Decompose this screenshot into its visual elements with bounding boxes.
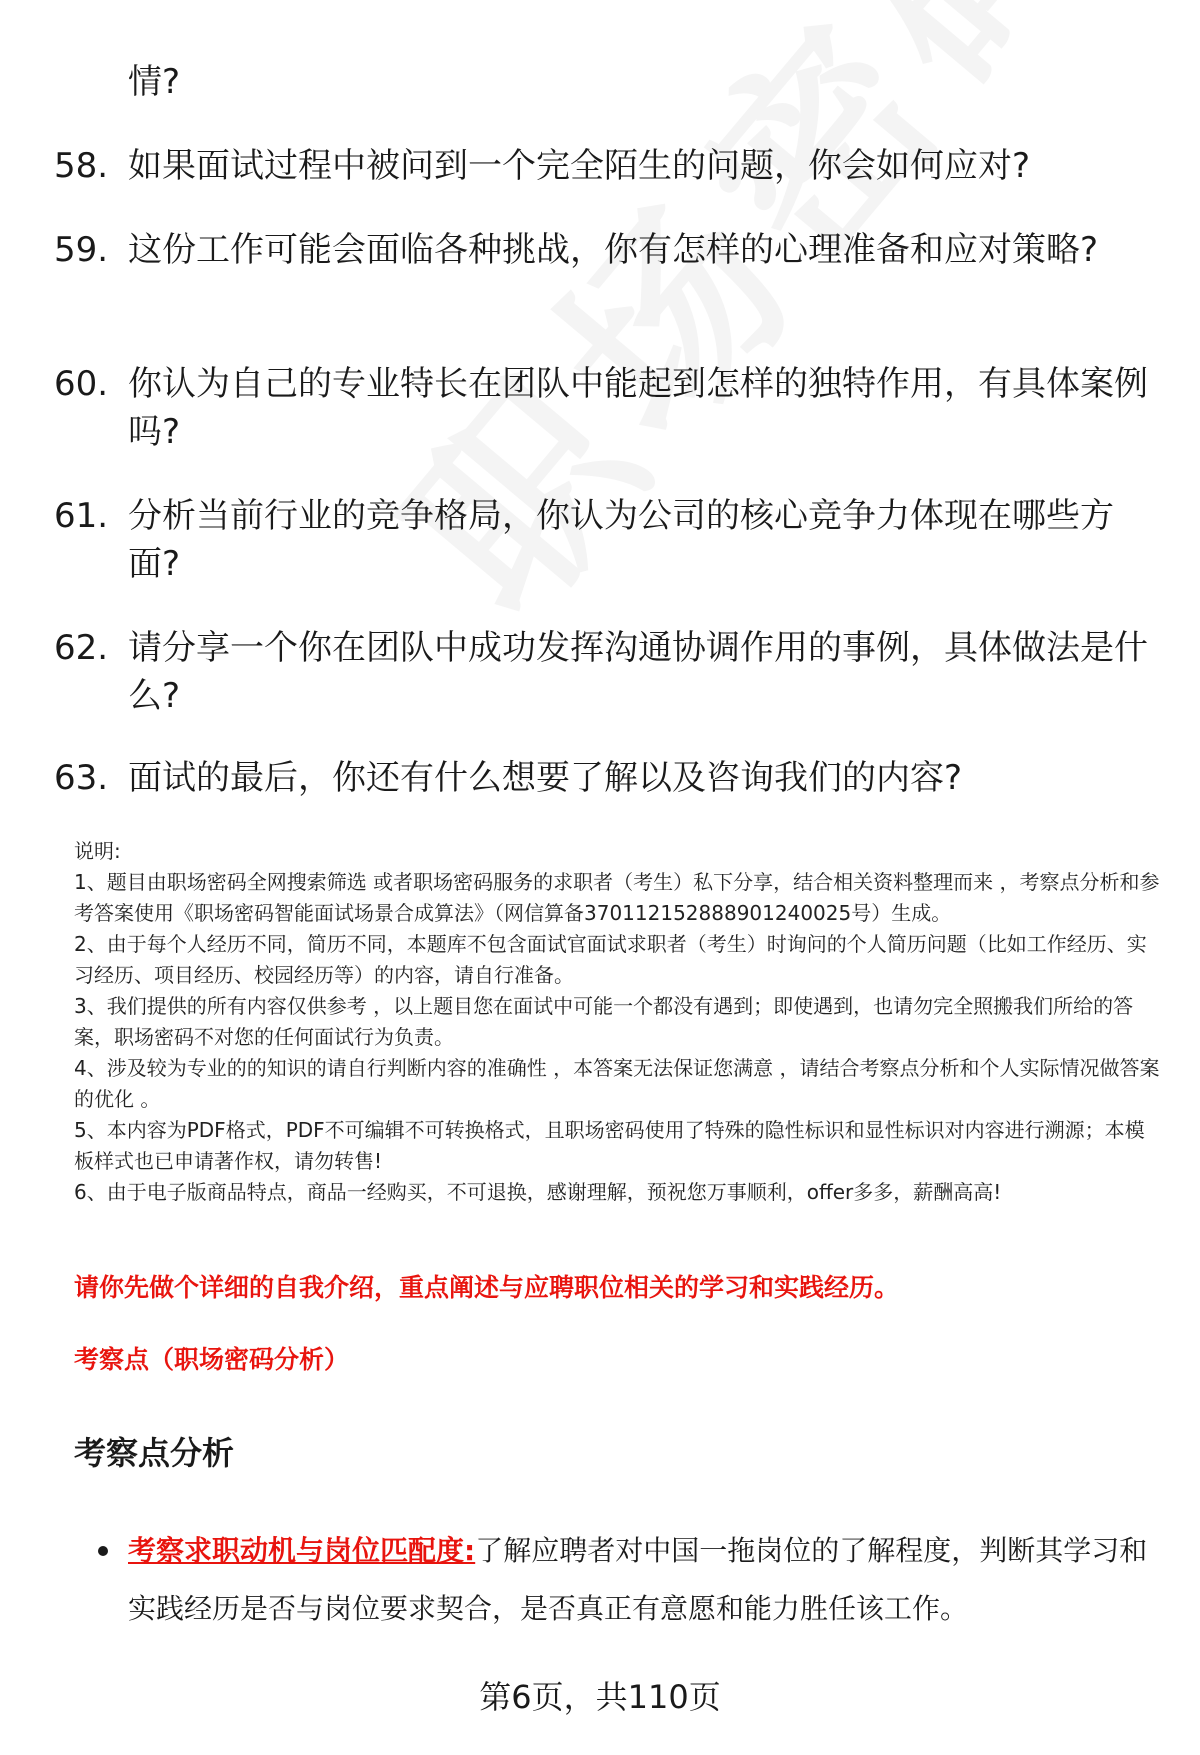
question-number: 63.	[54, 758, 109, 798]
question-62	[54, 624, 1154, 720]
notes-item: 4、涉及较为专业的的知识的请自行判断内容的准确性 ，本答案无法保证您满意 ，请结合考察点分析和个人实际情况做答案的优化 。	[74, 1056, 1160, 1111]
question-58	[54, 142, 1154, 190]
question-text: 这份工作可能会面临各种挑战，你有怎样的心理准备和应对策略?	[128, 230, 1099, 270]
question-63	[54, 754, 1154, 802]
notes-item: 6、由于电子版商品特点，商品一经购买，不可退换，感谢理解，预祝您万事顺利，offer多多，薪酬高高!	[74, 1180, 1002, 1204]
bullet-icon	[98, 1546, 108, 1556]
notes-section	[74, 836, 1164, 1208]
question-59	[54, 226, 1154, 274]
section-title: 考察点分析	[74, 1434, 235, 1472]
analysis-bullet	[98, 1522, 1158, 1638]
question-text: 如果面试过程中被问到一个完全陌生的问题，你会如何应对?	[128, 146, 1031, 186]
question-text: 你认为自己的专业特长在团队中能起到怎样的独特作用，有具体案例吗?	[128, 364, 1148, 452]
question-number: 61.	[54, 496, 109, 536]
notes-item: 5、本内容为PDF格式，PDF不可编辑不可转换格式，且职场密码使用了特殊的隐性标识和显性标识对内容进行溯源；本模板样式也已申请著作权，请勿转售!	[74, 1118, 1145, 1173]
question-61	[54, 492, 1154, 588]
question-60	[54, 360, 1154, 456]
question-text: 面试的最后，你还有什么想要了解以及咨询我们的内容?	[128, 758, 963, 798]
question-number: 59.	[54, 230, 109, 270]
bullet-text: 了解应聘者对中国一拖岗位的了解程度，判断其学习和实践经历是否与岗位要求契合，是否真正有意愿和能力胜任该工作。	[128, 1534, 1148, 1625]
question-number: 62.	[54, 628, 109, 668]
page-footer: 第6页，共110页	[479, 1678, 721, 1716]
notes-title: 说明:	[74, 839, 121, 863]
question-number: 60.	[54, 364, 109, 404]
notes-item: 3、我们提供的所有内容仅供参考 ，以上题目您在面试中可能一个都没有遇到；即使遇到，也请勿完全照搬我们所给的答案，职场密码不对您的任何面试行为负责。	[74, 994, 1134, 1049]
question-text: 请分享一个你在团队中成功发挥沟通协调作用的事例，具体做法是什么?	[128, 628, 1148, 716]
notes-item: 1、题目由职场密码全网搜索筛选 或者职场密码服务的求职者（考生）私下分享，结合相关资料整理而来 ，考察点分析和参考答案使用《职场密码智能面试场景合成算法》（网信算备370112152888901240025号）生成。	[74, 870, 1160, 925]
bullet-content	[128, 1522, 1158, 1638]
analysis-subheading: 考察点（职场密码分析）	[74, 1345, 350, 1374]
featured-question: 请你先做个详细的自我介绍，重点阐述与应聘职位相关的学习和实践经历。	[74, 1273, 900, 1302]
bullet-label: 考察求职动机与岗位匹配度:	[128, 1534, 476, 1567]
question-number: 58.	[54, 146, 109, 186]
question-continuation: 情?	[128, 62, 181, 102]
question-text: 分析当前行业的竞争格局，你认为公司的核心竞争力体现在哪些方面?	[128, 496, 1114, 584]
notes-item: 2、由于每个人经历不同，简历不同，本题库不包含面试官面试求职者（考生）时询问的个人简历问题（比如工作经历、实习经历、项目经历、校园经历等）的内容，请自行准备。	[74, 932, 1147, 987]
